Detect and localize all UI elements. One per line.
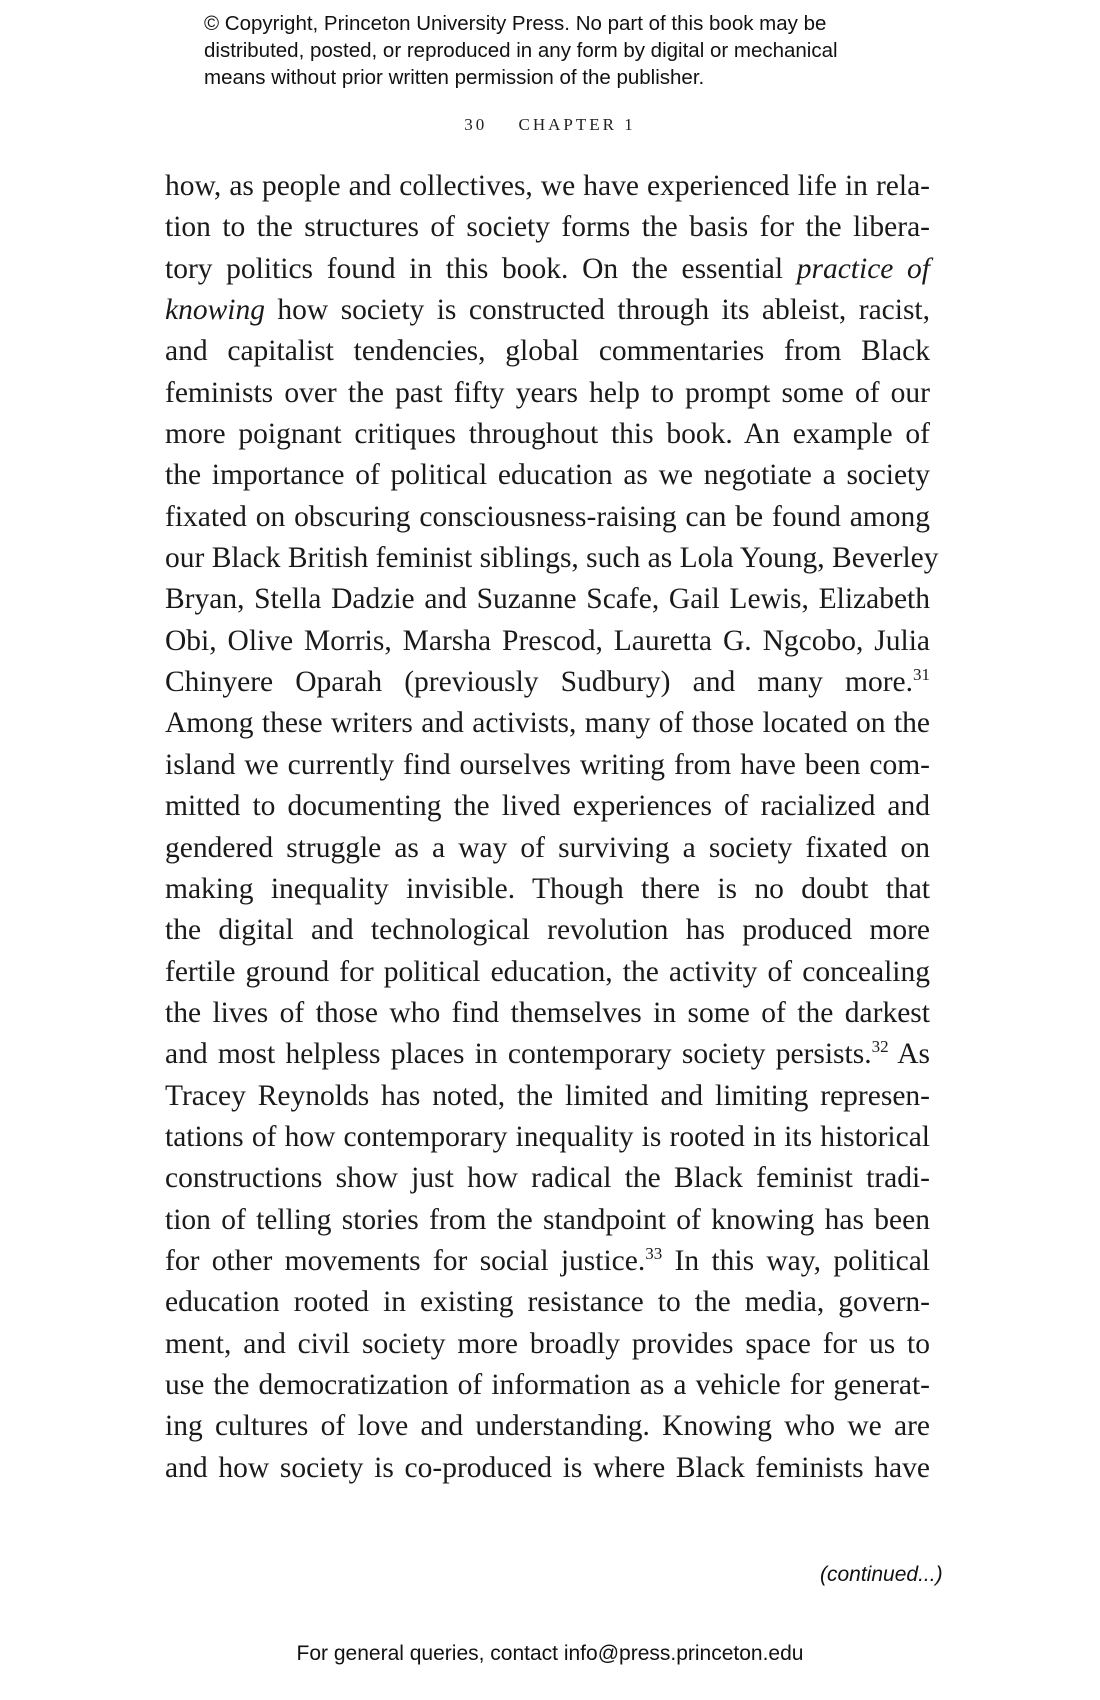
page-number: 30 (464, 115, 488, 134)
text-line: making inequality invisible. Though there is no doubt that (165, 872, 930, 905)
text-line: ment, and civil society more broadly provides space for us to (165, 1327, 930, 1360)
text-line: the lives of those who find themselves in some of the darkest (165, 996, 930, 1029)
text-line: for other movements for social justice.$^{33}$ In this way, political (165, 1244, 930, 1277)
text-line: ing cultures of love and understanding. Knowing who we are (165, 1410, 930, 1443)
running-head (0, 115, 1100, 135)
text-line: and capitalist tendencies, global commentaries from Black (165, 335, 930, 368)
emphasis: knowing (165, 294, 265, 327)
text-line: and most helpless places in contemporary society persists.$^{32}$ As (165, 1037, 930, 1071)
text-line: tion of telling stories from the standpoint of knowing has been (165, 1203, 930, 1236)
text-line: tion to the structures of society forms the basis for the libera- (165, 211, 930, 244)
text-line: Obi, Olive Morris, Marsha Prescod, Lauretta G. Ngcobo, Julia (165, 624, 930, 657)
copyright-line: © Copyright, Princeton University Press. No part of this book may be (204, 12, 827, 35)
text-line: fixated on obscuring consciousness-raising can be found among (165, 500, 930, 533)
text-line: Tracey Reynolds has noted, the limited and limiting represen- (165, 1079, 930, 1112)
text-line: our Black British feminist siblings, such as Lola Young, Beverley (165, 542, 939, 575)
text-line: gendered struggle as a way of surviving a society fixated on (165, 831, 930, 864)
text-line: knowing how society is constructed through its ableist, racist, (165, 294, 930, 327)
text-line: Among these writers and activists, many of those located on the (165, 707, 930, 740)
text-line: island we currently find ourselves writing from have been com- (165, 748, 930, 781)
text-line: use the democratization of information as a vehicle for generat- (165, 1368, 930, 1401)
emphasis: practice of (796, 252, 930, 285)
text-line: constructions show just how radical the Black feminist tradi- (165, 1162, 930, 1195)
footnote-marker: 33 (645, 1244, 663, 1264)
text-line: Bryan, Stella Dadzie and Suzanne Scafe, Gail Lewis, Elizabeth (165, 583, 930, 616)
text-line: tations of how contemporary inequality is rooted in its historical (165, 1120, 930, 1153)
footnote-marker: 32 (871, 1037, 889, 1057)
copyright-line: means without prior written permission of the publisher. (204, 66, 705, 89)
copyright-notice (204, 10, 924, 91)
text-line: education rooted in existing resistance to the media, govern- (165, 1286, 930, 1319)
text-line: tory politics found in this book. On the essential practice of (165, 252, 930, 285)
text-line: mitted to documenting the lived experiences of racialized and (165, 790, 930, 823)
text-line: fertile ground for political education, the activity of concealing (165, 955, 930, 988)
text-line: the digital and technological revolution has produced more (165, 914, 930, 947)
text-line: how, as people and collectives, we have experienced life in rela- (165, 170, 930, 202)
text-line: Chinyere Oparah (previously Sudbury) and many more.$^{31}$ (165, 665, 930, 699)
chapter-label: CHAPTER 1 (518, 115, 636, 134)
text-line: more poignant critiques throughout this book. An example of (165, 418, 930, 451)
footnote-marker: 31 (913, 665, 930, 685)
text-line: and how society is co-produced is where Black feminists have (165, 1451, 930, 1484)
text-line: the importance of political education as we negotiate a society (165, 459, 930, 492)
footer-contact: For general queries, contact info@press.princeton.edu (296, 1642, 804, 1665)
copyright-line: distributed, posted, or reproduced in any form by digital or mechanical (204, 39, 838, 62)
continued-note: (continued...) (820, 1563, 943, 1586)
body-text (165, 166, 939, 1489)
text-line: feminists over the past fifty years help to prompt some of our (165, 376, 930, 409)
